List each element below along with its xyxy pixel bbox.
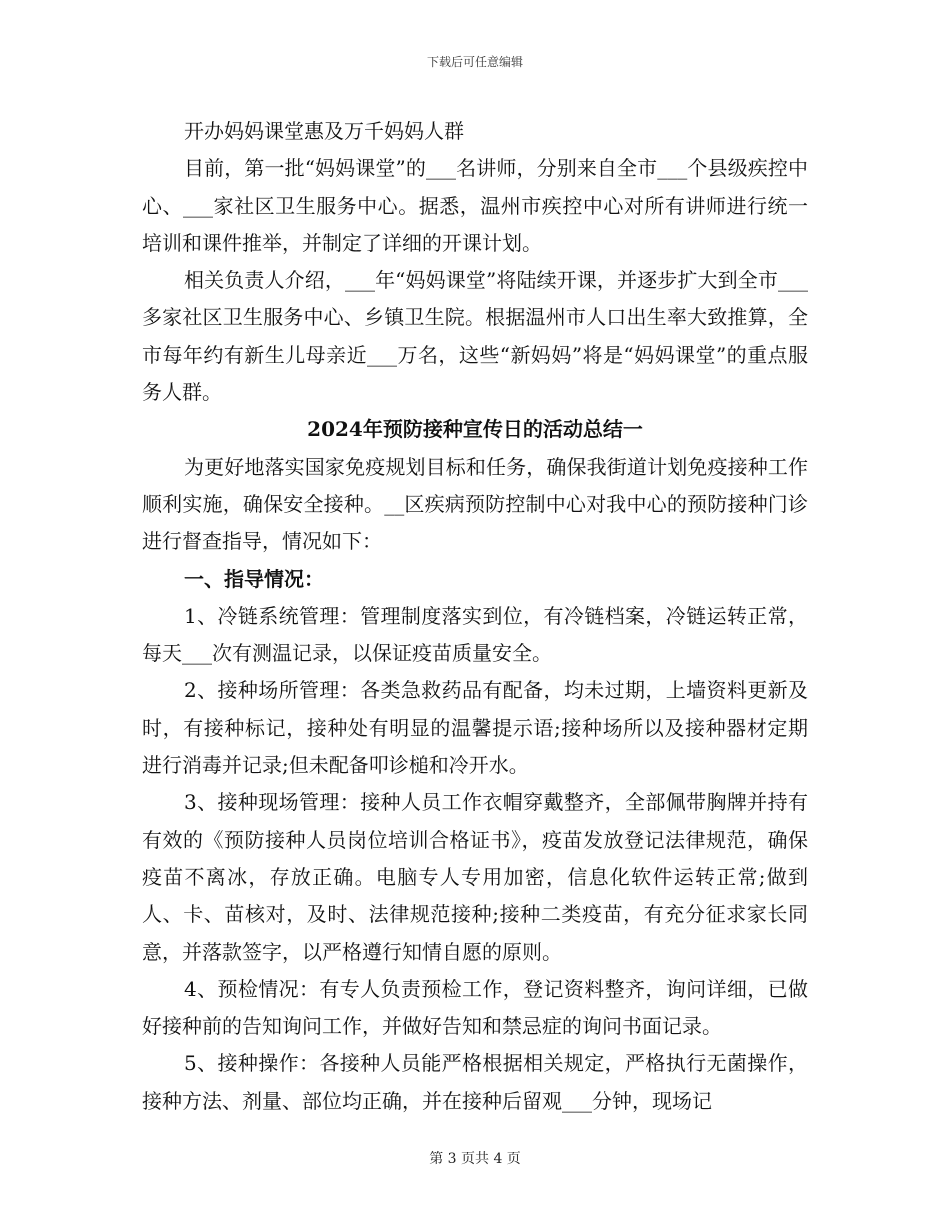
section-title: 2024年预防接种宣传日的活动总结一 [307, 417, 643, 442]
document-body [142, 113, 808, 1120]
page-footer: 第 3 页共 4 页 [429, 1151, 521, 1167]
list-item: 5、接种操作：各接种人员能严格根据相关规定，严格执行无菌操作，接种方法、剂量、部位均正确，并在接种后留观___分钟，现场记 [142, 1051, 808, 1113]
paragraph-title-line: 开办妈妈课堂惠及万千妈妈人群 [184, 119, 464, 143]
paragraph: 相关负责人介绍，___年“妈妈课堂”将陆续开课，并逐步扩大到全市___多家社区卫生服务中心、乡镇卫生院。根据温州市人口出生率大致推算，全市每年约有新生儿母亲近___万名，这些“新妈妈”将是“妈妈课堂”的重点服务人群。 [142, 268, 808, 405]
subheading: 一、指导情况： [184, 566, 324, 591]
list-item: 1、冷链系统管理：管理制度落实到位，有冷链档案，冷链运转正常，每天___次有测温记录，以保证疫苗质量安全。 [142, 603, 808, 666]
list-item: 2、接种场所管理：各类急救药品有配备，均未过期，上墙资料更新及时，有接种标记，接种处有明显的温馨提示语;接种场所以及接种器材定期进行消毒并记录;但未配备叩诊槌和冷开水。 [142, 678, 808, 778]
list-item: 4、预检情况：有专人负责预检工作，登记资料整齐，询问详细，已做好接种前的告知询问工作，并做好告知和禁忌症的询问书面记录。 [142, 976, 808, 1039]
page-header: 下载后可任意编辑 [426, 55, 523, 69]
intro-paragraph: 为更好地落实国家免疫规划目标和任务，确保我街道计划免疫接种工作顺利实施，确保安全接种。__区疾病预防控制中心对我中心的预防接种门诊进行督查指导，情况如下： [142, 454, 808, 554]
paragraph: 目前，第一批“妈妈课堂”的___名讲师，分别来自全市___个县级疾控中心、___家社区卫生服务中心。据悉，温州市疾控中心对所有讲师进行统一培训和课件推举，并制定了详细的开课计划。 [142, 156, 808, 255]
list-item: 3、接种现场管理：接种人员工作衣帽穿戴整齐，全部佩带胸牌并持有有效的《预防接种人员岗位培训合格证书》，疫苗发放登记法律规范，确保疫苗不离冰，存放正确。电脑专人专用加密，信息化软件运转正常;做到人、卡、苗核对，及时、法律规范接种;接种二类疫苗，有充分征求家长同意，并落款签字，以严格遵行知情自愿的原则。 [142, 790, 808, 964]
